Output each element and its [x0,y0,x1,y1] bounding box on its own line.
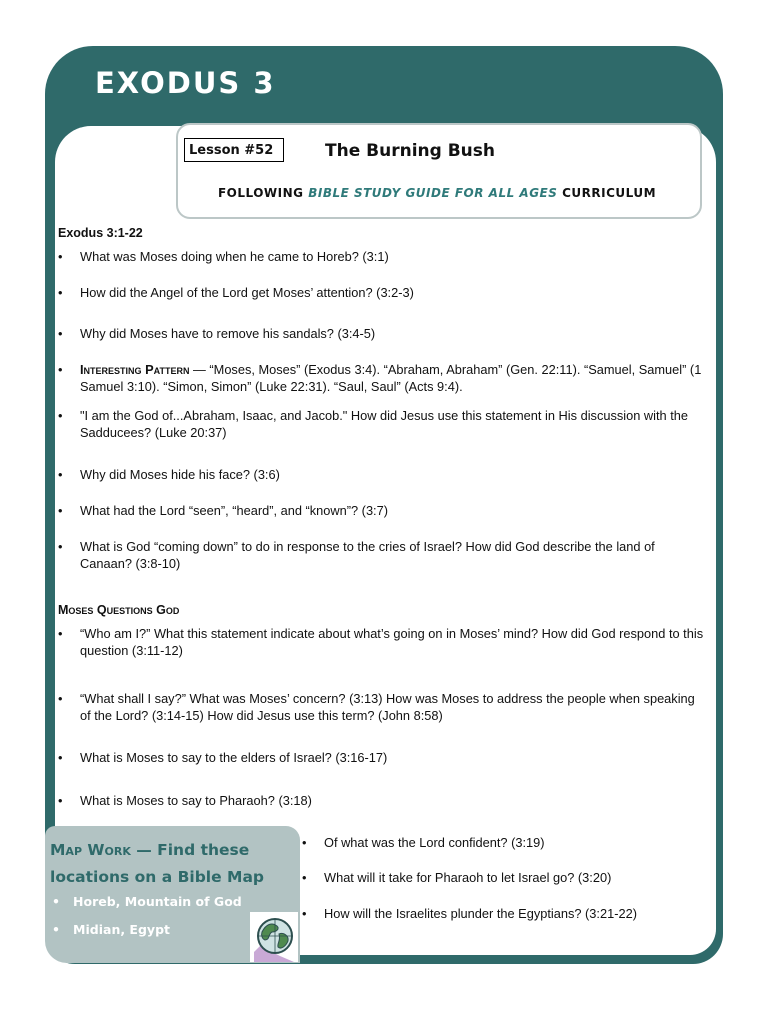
question-text: Of what was the Lord confident? (3:19) [324,835,545,850]
question-text: What was Moses doing when he came to Horeb? (3:1) [80,249,389,264]
question-text: Why did Moses hide his face? (3:6) [80,467,280,482]
lesson-title: The Burning Bush [325,141,495,161]
map-location-text: Horeb, Mountain of God [73,894,242,909]
question-item [302,905,712,922]
bullet-icon: • [58,626,63,641]
question-item [58,502,708,519]
page-title: EXODUS 3 [95,66,276,100]
map-work-title [50,837,300,891]
pattern-item [58,361,708,395]
map-location-item: • Horeb, Mountain of God [52,894,242,909]
pattern-label: Interesting Pattern [80,362,190,377]
question-item [58,749,708,766]
question-item [58,284,708,301]
curriculum-suffix: CURRICULUM [562,186,657,200]
question-text: What is Moses to say to the elders of Israel? (3:16-17) [80,750,388,765]
curriculum-line [176,186,698,200]
bullet-icon: • [58,539,63,554]
question-item [58,690,708,724]
question-text: What is Moses to say to Pharaoh? (3:18) [80,793,312,808]
bullet-icon: • [58,326,63,341]
curriculum-prefix: FOLLOWING [217,186,304,200]
question-item [302,834,712,851]
map-location-text: Midian, Egypt [73,922,170,937]
map-location-item: • Midian, Egypt [52,922,170,937]
bullet-icon: • [58,249,63,264]
curriculum-name: BIBLE STUDY GUIDE FOR ALL AGES [308,186,558,200]
bullet-icon: • [302,835,307,850]
bullet-icon: • [302,870,307,885]
question-text: What had the Lord “seen”, “heard”, and “known”? (3:7) [80,503,388,518]
map-work-label: Map Work [50,841,131,859]
lesson-number-badge: Lesson #52 [184,138,284,162]
question-text: What is God “coming down” to do in response to the cries of Israel? How did God describe the land of Canaan? (3:8-10) [80,539,655,571]
bullet-icon: • [58,285,63,300]
question-text: What will it take for Pharaoh to let Israel go? (3:20) [324,870,612,885]
question-item [58,538,708,572]
globe-icon [250,912,298,962]
question-text: Why did Moses have to remove his sandals? (3:4-5) [80,326,376,341]
bullet-icon: • [58,691,63,706]
section-heading-moses-questions: Moses Questions God [58,603,180,617]
question-item [58,792,708,809]
question-item [58,466,708,483]
question-item [58,625,708,659]
question-item [58,248,708,265]
bullet-icon: • [58,750,63,765]
question-text: How did the Angel of the Lord get Moses’ attention? (3:2-3) [80,285,414,300]
question-item [302,869,712,886]
question-text: "I am the God of...Abraham, Isaac, and Jacob." How did Jesus use this statement in His discussion with the Sadducees? (Luke 20:37) [80,408,688,440]
question-item [58,407,708,441]
bullet-icon: • [58,503,63,518]
globe-image-frame [250,912,298,962]
map-work-instruction: — Find these locations on a Bible Map [50,841,264,886]
bullet-icon: • [58,408,63,423]
bullet-icon: • [302,906,307,921]
question-text: “Who am I?” What this statement indicate about what’s going on in Moses’ mind? How did God respond to this question (3:11-12) [80,626,704,658]
pattern-text: — “Moses, Moses” (Exodus 3:4). “Abraham, Abraham” (Gen. 22:11). “Samuel, Samuel” (1 Samuel 3:10). “Simon, Simon” (Luke 22:31). “Saul, Saul” (Acts 9:4). [80,362,702,394]
bullet-icon: • [58,467,63,482]
question-text: How will the Israelites plunder the Egyptians? (3:21-22) [324,906,637,921]
question-item [58,325,708,342]
bullet-icon: • [58,362,63,377]
section-heading-exodus: Exodus 3:1-22 [58,226,143,240]
question-text: “What shall I say?” What was Moses’ concern? (3:13) How was Moses to address the people when speaking of the Lord? (3:14-15) How did Jesus use this term? (John 8:58) [80,691,695,723]
bullet-icon: • [58,793,63,808]
